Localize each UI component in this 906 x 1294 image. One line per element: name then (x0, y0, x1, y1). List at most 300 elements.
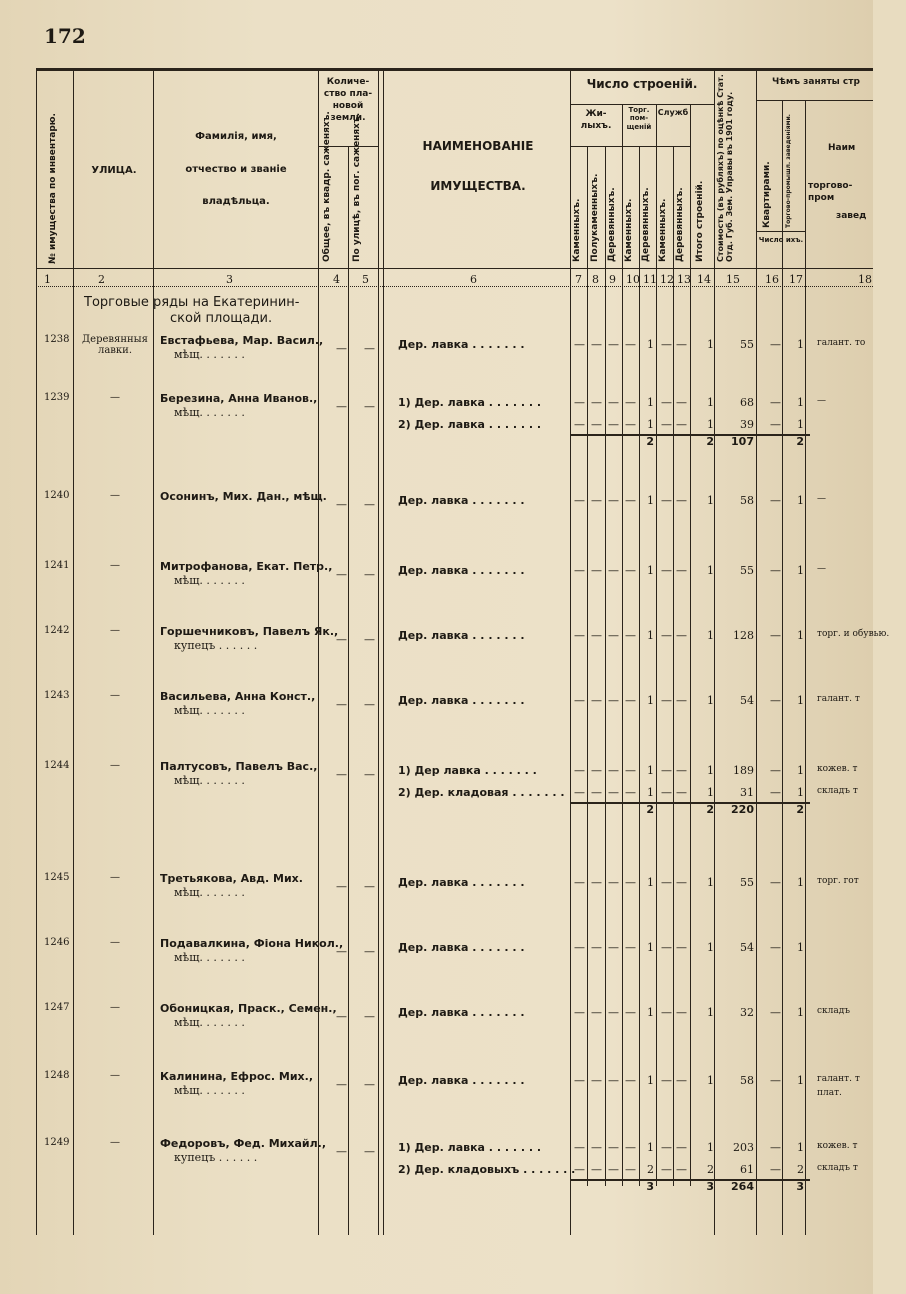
column-number: 4 (333, 273, 340, 286)
row-id: 1249 (44, 1137, 70, 1148)
column-number: 5 (362, 273, 369, 286)
row-id: 1246 (44, 937, 70, 948)
empty-cell-dash: — (625, 629, 636, 642)
empty-cell-dash: — (608, 1006, 619, 1019)
cell-c18: галант. т (817, 1074, 860, 1084)
row-owner-line1: Третьякова, Авд. Мих. (160, 872, 303, 885)
empty-cell-dash: — (661, 494, 672, 507)
cell-c15: 128 (733, 629, 754, 642)
subtotal-c17: 2 (796, 803, 804, 816)
land-street-dash: — (364, 880, 375, 893)
empty-cell-dash: — (676, 1141, 687, 1154)
cell-c17: 1 (797, 338, 804, 351)
empty-cell-dash: — (770, 629, 781, 642)
empty-cell-dash: — (574, 494, 585, 507)
empty-cell-dash: — (574, 941, 585, 954)
header-c5: По улицѣ, въ пог. саженяхъ. (352, 112, 362, 262)
land-street-dash: — (364, 945, 375, 958)
row-street: — (110, 392, 120, 403)
row-item1: 1) Дер. лавка . . . . . . . (398, 396, 542, 409)
empty-cell-dash: — (591, 876, 602, 889)
header-c8: Полукаменныхъ. (590, 173, 600, 262)
land-total-dash: — (336, 1145, 347, 1158)
header-c12: Каменныхъ. (658, 198, 668, 262)
cell-c17: 1 (797, 494, 804, 507)
land-street-dash: — (364, 1078, 375, 1091)
empty-cell-dash: — (661, 694, 672, 707)
cell-c17: 1 (797, 1141, 804, 1154)
col-line (73, 68, 74, 1235)
empty-cell-dash: — (574, 876, 585, 889)
empty-cell-dash: — (574, 564, 585, 577)
column-number: 9 (609, 273, 616, 286)
empty-cell-dash: — (608, 941, 619, 954)
header-c2: УЛИЦА. (91, 165, 137, 176)
row-owner-line2: мѣщ. . . . . . . (174, 1084, 245, 1097)
column-number: 18 (858, 273, 872, 286)
empty-cell-dash: — (625, 941, 636, 954)
row-owner-line1: Палтусовъ, Павелъ Вас., (160, 760, 318, 773)
cell-c18-b: складъ т (817, 1163, 858, 1173)
header-c10: Каменныхъ. (624, 198, 634, 262)
column-number: 17 (789, 273, 803, 286)
header-c6-line1: НАИМЕНОВАНІЕ (422, 139, 534, 153)
row-item1: 1) Дер. лавка . . . . . . . (398, 1141, 542, 1154)
cell-c11: 1 (647, 494, 654, 507)
empty-cell-dash: — (625, 396, 636, 409)
header-c18-line2: торгово-пром (808, 181, 853, 204)
empty-cell-dash: — (625, 786, 636, 799)
land-street-dash: — (364, 498, 375, 511)
subtotal-c15: 107 (731, 435, 754, 448)
row-street: — (110, 760, 120, 771)
empty-cell-dash: — (591, 396, 602, 409)
land-total-dash: — (336, 945, 347, 958)
empty-cell-dash: — (591, 1006, 602, 1019)
cell-c15: 54 (740, 941, 754, 954)
cell-c14: 1 (707, 564, 714, 577)
cell-c18: галант. т (817, 694, 860, 704)
empty-cell-dash: — (625, 494, 636, 507)
header-c11: Деревянныхъ. (641, 187, 651, 262)
empty-cell-dash: — (676, 418, 687, 431)
row-id: 1239 (44, 392, 70, 403)
empty-cell-dash: — (608, 418, 619, 431)
cell-c15-b: 31 (740, 786, 754, 799)
empty-cell-dash: — (770, 564, 781, 577)
empty-cell-dash: — (770, 786, 781, 799)
header-c4: Общее, въ квадр. саженяхъ. (322, 111, 332, 262)
empty-cell-dash: — (661, 338, 672, 351)
row-owner-line2: мѣщ. . . . . . . (174, 574, 245, 587)
cell-c14-b: 1 (707, 786, 714, 799)
section-title-line2: ской площади. (170, 311, 273, 326)
cell-c11-b: 2 (647, 1163, 654, 1176)
empty-cell-dash: — (591, 418, 602, 431)
empty-cell-dash: — (574, 338, 585, 351)
empty-cell-dash: — (676, 764, 687, 777)
subtotal-c11: 2 (646, 435, 654, 448)
row-id: 1240 (44, 490, 70, 501)
row-id: 1244 (44, 760, 70, 771)
empty-cell-dash: — (770, 1006, 781, 1019)
header-c18-line3: завед (836, 211, 867, 221)
row-street: — (110, 690, 120, 701)
cell-c11: 1 (647, 1074, 654, 1087)
column-number: 8 (592, 273, 599, 286)
row-owner-line2: мѣщ. . . . . . . (174, 1016, 245, 1029)
row-owner-line2: мѣщ. . . . . . . (174, 774, 245, 787)
land-total-dash: — (336, 342, 347, 355)
cell-c15: 55 (740, 338, 754, 351)
header-c13: Деревянныхъ. (675, 187, 685, 262)
row-owner-line1: Березина, Анна Иванов., (160, 392, 318, 405)
empty-cell-dash: — (676, 694, 687, 707)
column-number: 12 (660, 273, 674, 286)
row-item2: 2) Дер. лавка . . . . . . . (398, 418, 542, 431)
empty-cell-dash: — (661, 1006, 672, 1019)
col-line (639, 146, 640, 1186)
cell-c17: 1 (797, 941, 804, 954)
row-item2: 2) Дер. кладовыхъ . . . . . . . (398, 1163, 576, 1176)
empty-cell-dash: — (608, 1163, 619, 1176)
cell-c18-b: складъ т (817, 786, 858, 796)
empty-cell-dash: — (591, 1163, 602, 1176)
row-item1: Дер. лавка . . . . . . . (398, 338, 525, 351)
cell-c11-b: 1 (647, 418, 654, 431)
cell-c14: 1 (707, 694, 714, 707)
cell-c17: 1 (797, 694, 804, 707)
empty-cell-dash: — (625, 1074, 636, 1087)
row-owner-line1: Васильева, Анна Конст., (160, 690, 316, 703)
col-line (690, 104, 691, 1186)
column-number: 13 (677, 273, 691, 286)
land-street-dash: — (364, 698, 375, 711)
header-c3-line2: отчество и званіе (185, 164, 287, 175)
column-number: 14 (697, 273, 711, 286)
empty-cell-dash: — (676, 941, 687, 954)
empty-cell-dash: — (770, 876, 781, 889)
empty-cell-dash: — (591, 1074, 602, 1087)
row-street: — (110, 872, 120, 883)
column-number: 1 (44, 273, 51, 286)
empty-cell-dash: — (574, 786, 585, 799)
header-trade-premises: Торг. пом-щеній (626, 106, 652, 131)
col-line (805, 100, 806, 1235)
empty-cell-dash: — (608, 1074, 619, 1087)
cell-c11: 1 (647, 694, 654, 707)
empty-cell-dash: — (770, 764, 781, 777)
cell-c15: 58 (740, 494, 754, 507)
empty-cell-dash: — (661, 418, 672, 431)
occupied-sub-rule (756, 231, 805, 232)
row-owner-line1: Обоницкая, Праск., Семен., (160, 1002, 337, 1015)
col-line (605, 146, 606, 1186)
row-street: — (110, 1070, 120, 1081)
row-owner-line2: купецъ . . . . . . (174, 1151, 258, 1164)
cell-c17-b: 1 (797, 418, 804, 431)
header-buildings-group: Число строеній. (586, 77, 698, 91)
empty-cell-dash: — (770, 941, 781, 954)
empty-cell-dash: — (676, 1074, 687, 1087)
row-street: — (110, 625, 120, 636)
subtotal-c15: 220 (731, 803, 754, 816)
empty-cell-dash: — (770, 1141, 781, 1154)
page-number: 172 (44, 24, 86, 48)
empty-cell-dash: — (661, 396, 672, 409)
empty-cell-dash: — (608, 629, 619, 642)
empty-cell-dash: — (625, 418, 636, 431)
subtotal-c11: 3 (646, 1180, 654, 1193)
row-id: 1243 (44, 690, 70, 701)
row-owner-line2: мѣщ. . . . . . . (174, 951, 245, 964)
cell-c14: 1 (707, 764, 714, 777)
cell-c15: 58 (740, 1074, 754, 1087)
cell-c15-b: 39 (740, 418, 754, 431)
empty-cell-dash: — (676, 564, 687, 577)
header-c16: Квартирами. (762, 161, 772, 228)
land-total-dash: — (336, 633, 347, 646)
empty-cell-dash: — (591, 786, 602, 799)
cell-c15-b: 61 (740, 1163, 754, 1176)
row-owner-line1: Подавалкина, Фіона Никол., (160, 937, 344, 950)
subtotal-rule (570, 434, 810, 436)
land-total-dash: — (336, 498, 347, 511)
col-line (622, 104, 623, 1186)
cell-c18: — (817, 396, 826, 406)
empty-cell-dash: — (661, 1163, 672, 1176)
col-line (782, 100, 783, 1235)
land-total-dash: — (336, 1010, 347, 1023)
subtotal-c17: 3 (796, 1180, 804, 1193)
land-street-dash: — (364, 768, 375, 781)
empty-cell-dash: — (676, 1006, 687, 1019)
row-item1: Дер. лавка . . . . . . . (398, 694, 525, 707)
subtotal-c14: 2 (706, 803, 714, 816)
row-street: — (110, 1002, 120, 1013)
cell-c17: 1 (797, 1074, 804, 1087)
empty-cell-dash: — (574, 629, 585, 642)
cell-c15: 55 (740, 876, 754, 889)
row-item1: Дер. лавка . . . . . . . (398, 629, 525, 642)
empty-cell-dash: — (591, 1141, 602, 1154)
row-id: 1242 (44, 625, 70, 636)
empty-cell-dash: — (676, 876, 687, 889)
empty-cell-dash: — (591, 694, 602, 707)
header-c14: Итого строеній. (695, 180, 705, 262)
row-item2: 2) Дер. кладовая . . . . . . . (398, 786, 565, 799)
cell-c14-b: 2 (707, 1163, 714, 1176)
row-item1: Дер. лавка . . . . . . . (398, 1074, 525, 1087)
row-item1: Дер. лавка . . . . . . . (398, 494, 525, 507)
cell-c14: 1 (707, 396, 714, 409)
cell-c11-b: 1 (647, 786, 654, 799)
column-number: 6 (470, 273, 477, 286)
empty-cell-dash: — (608, 786, 619, 799)
subtotal-c14: 2 (706, 435, 714, 448)
empty-cell-dash: — (625, 564, 636, 577)
col-line (714, 68, 715, 1235)
cell-c18-b: плат. (817, 1088, 842, 1098)
row-owner-line1: Горшечниковъ, Павелъ Як., (160, 625, 339, 638)
empty-cell-dash: — (770, 494, 781, 507)
empty-cell-dash: — (608, 494, 619, 507)
empty-cell-dash: — (770, 694, 781, 707)
header-bottom-rule (36, 268, 873, 269)
header-c7: Каменныхъ. (572, 198, 582, 262)
row-owner-line2: мѣщ. . . . . . . (174, 348, 245, 361)
cell-c18: кожев. т (817, 764, 858, 774)
section-title-line1: Торговые ряды на Екатеринин- (84, 295, 300, 310)
land-total-dash: — (336, 768, 347, 781)
row-id: 1238 (44, 334, 70, 345)
header-land-group: Количе-ство пла-новой земли. (323, 77, 373, 124)
empty-cell-dash: — (770, 1074, 781, 1087)
empty-cell-dash: — (625, 1141, 636, 1154)
empty-cell-dash: — (625, 876, 636, 889)
subtotal-c14: 3 (706, 1180, 714, 1193)
row-item1: Дер. лавка . . . . . . . (398, 1006, 525, 1019)
cell-c11: 1 (647, 564, 654, 577)
empty-cell-dash: — (676, 494, 687, 507)
empty-cell-dash: — (661, 1074, 672, 1087)
empty-cell-dash: — (661, 764, 672, 777)
empty-cell-dash: — (591, 764, 602, 777)
empty-cell-dash: — (770, 418, 781, 431)
empty-cell-dash: — (770, 396, 781, 409)
header-c1: № имущества по инвентарю. (48, 113, 58, 264)
row-owner-line2: мѣщ. . . . . . . (174, 886, 245, 899)
cell-c11: 1 (647, 629, 654, 642)
empty-cell-dash: — (574, 764, 585, 777)
row-street: — (110, 937, 120, 948)
empty-cell-dash: — (608, 338, 619, 351)
empty-cell-dash: — (625, 1163, 636, 1176)
subtotal-c11: 2 (646, 803, 654, 816)
column-number: 11 (643, 273, 657, 286)
empty-cell-dash: — (608, 564, 619, 577)
row-item1: 1) Дер лавка . . . . . . . (398, 764, 537, 777)
col-line (673, 146, 674, 1186)
cell-c14: 1 (707, 1141, 714, 1154)
header-service: Служб (657, 108, 689, 117)
colnum-rule (36, 286, 873, 287)
empty-cell-dash: — (591, 494, 602, 507)
row-item1: Дер. лавка . . . . . . . (398, 876, 525, 889)
col-line (570, 68, 571, 1235)
empty-cell-dash: — (591, 629, 602, 642)
header-c3-line1: Фамилія, имя, (195, 131, 277, 142)
land-total-dash: — (336, 400, 347, 413)
header-c17-a: Торгово-промышл. заведеніями. (785, 114, 792, 228)
cell-c18: складъ (817, 1006, 851, 1016)
empty-cell-dash: — (574, 694, 585, 707)
row-street: — (110, 490, 120, 501)
land-street-dash: — (364, 1010, 375, 1023)
column-number: 7 (575, 273, 582, 286)
column-number: 3 (226, 273, 233, 286)
header-c15: Стоимость (въ рубляхъ) по оцѣнкѣ Стат. Отд. Губ. Зем. Управы въ 1901 году. (716, 74, 735, 262)
cell-c11: 1 (647, 338, 654, 351)
empty-cell-dash: — (625, 1006, 636, 1019)
land-street-dash: — (364, 568, 375, 581)
cell-c15: 55 (740, 564, 754, 577)
cell-c17: 1 (797, 396, 804, 409)
empty-cell-dash: — (625, 764, 636, 777)
empty-cell-dash: — (608, 876, 619, 889)
row-owner-line1: Осонинъ, Мих. Дан., мѣщ. (160, 490, 327, 503)
cell-c14-b: 1 (707, 418, 714, 431)
cell-c18: — (817, 564, 826, 574)
land-street-dash: — (364, 633, 375, 646)
cell-c15: 189 (733, 764, 754, 777)
header-c3-line3: владѣльца. (202, 196, 270, 207)
empty-cell-dash: — (676, 338, 687, 351)
cell-c17: 1 (797, 764, 804, 777)
row-street: Деревянныя лавки. (82, 334, 148, 356)
empty-cell-dash: — (661, 629, 672, 642)
cell-c15: 68 (740, 396, 754, 409)
row-owner-line1: Евстафьева, Мар. Васил., (160, 334, 324, 347)
row-id: 1241 (44, 560, 70, 571)
subtotal-c17: 2 (796, 435, 804, 448)
cell-c18: кожев. т (817, 1141, 858, 1151)
header-c17-b: Число ихъ. (758, 236, 804, 244)
row-owner-line1: Федоровъ, Фед. Михайл., (160, 1137, 327, 1150)
empty-cell-dash: — (591, 564, 602, 577)
empty-cell-dash: — (608, 694, 619, 707)
row-id: 1245 (44, 872, 70, 883)
empty-cell-dash: — (574, 418, 585, 431)
buildings-group-rule (570, 104, 714, 105)
header-residential: Жи-лыхъ. (580, 109, 612, 132)
cell-c14: 1 (707, 338, 714, 351)
cell-c14: 1 (707, 941, 714, 954)
occupied-group-rule (756, 100, 873, 101)
cell-c18: торг. гот (817, 876, 859, 886)
row-owner-line2: купецъ . . . . . . (174, 639, 258, 652)
land-total-dash: — (336, 880, 347, 893)
subtotal-rule (570, 802, 810, 804)
cell-c18: — (817, 494, 826, 504)
empty-cell-dash: — (676, 1163, 687, 1176)
row-street: — (110, 1137, 120, 1148)
empty-cell-dash: — (608, 396, 619, 409)
land-street-dash: — (364, 400, 375, 413)
cell-c17: 1 (797, 564, 804, 577)
land-total-dash: — (336, 568, 347, 581)
empty-cell-dash: — (661, 786, 672, 799)
cell-c14: 1 (707, 876, 714, 889)
empty-cell-dash: — (591, 338, 602, 351)
row-owner-line1: Митрофанова, Екат. Петр., (160, 560, 333, 573)
cell-c15: 54 (740, 694, 754, 707)
cell-c17: 1 (797, 629, 804, 642)
cell-c11: 1 (647, 1141, 654, 1154)
empty-cell-dash: — (770, 1163, 781, 1176)
empty-cell-dash: — (676, 786, 687, 799)
col-line (36, 68, 37, 1235)
col-line (656, 104, 657, 1186)
row-item1: Дер. лавка . . . . . . . (398, 941, 525, 954)
col-line (378, 68, 379, 1235)
row-owner-line2: мѣщ. . . . . . . (174, 704, 245, 717)
cell-c11: 1 (647, 396, 654, 409)
land-street-dash: — (364, 1145, 375, 1158)
empty-cell-dash: — (591, 941, 602, 954)
empty-cell-dash: — (676, 396, 687, 409)
subtotal-rule (570, 1179, 810, 1181)
